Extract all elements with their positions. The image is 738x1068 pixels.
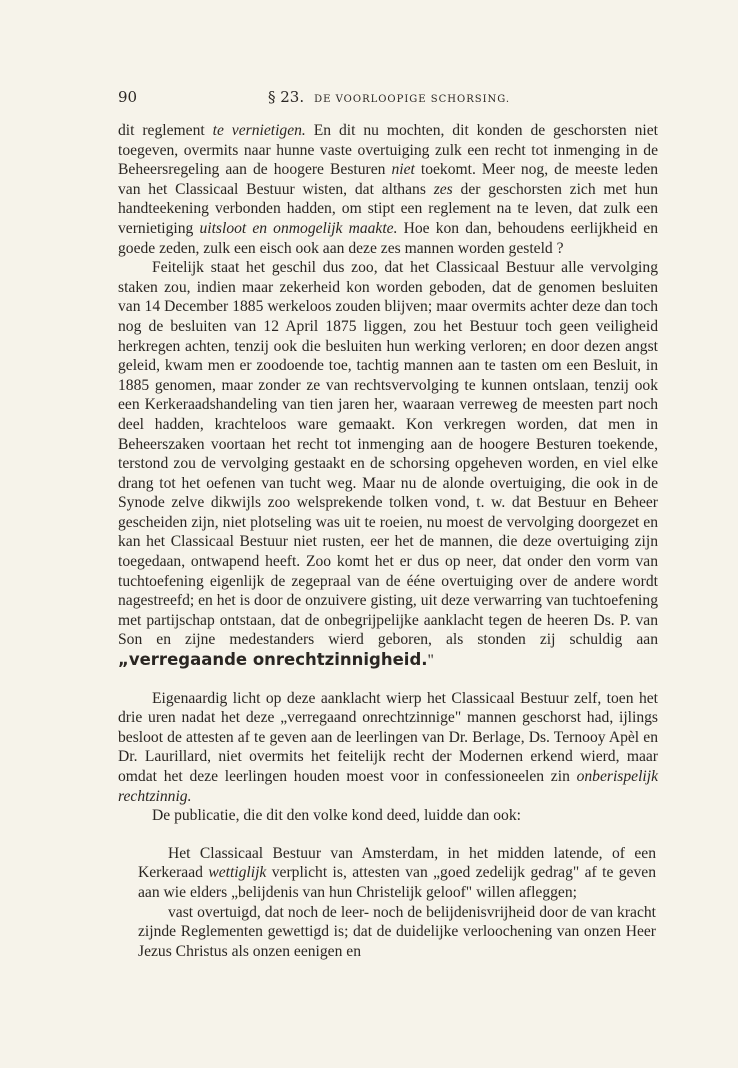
section-number: § 23. (268, 88, 305, 106)
body-text (118, 121, 658, 961)
emphasis: te vernietigen. (212, 122, 306, 139)
paragraph: Feitelijk staat het geschil dus zoo, dat het Classicaal Bestuur alle vervolging staken zou, indien maar zekerheid kon worden geboden, dat de genomen besluiten van 14 December 1885 werkeloos zouden blijven; maar overmits achter deze dan toch nog de besluiten van 12 April 1875 liggen, zou het Bestuur toch geen veiligheid herkregen achten, tenzij ook die besluiten hun werking verloren; en door dezen angst geleid, kwam men er zoodoende toe, tachtig mannen aan te tasten om een Besluit, in 1885 genomen, maar zonder ze van rechtsvervolging te kunnen ontslaan, tenzij ook een Kerkeraadshandeling van tien jaren her, waaraan verreweg de meesten part noch deel hadden, krachteloos ware gemaakt. Kon verkregen worden, dat men in Beheerszaken voortaan het recht tot inmenging aan de hoogere Besturen toekende, terstond zou de vervolging gestaakt en de schorsing opgeheven worden, en viel elke drang tot het oefenen van tucht weg. Maar nu de alonde overtuiging, die ook in de Synode zelve dikwijls zoo welsprekende tolken vond, t. w. dat Bestuur en Beheer gescheiden zijn, niet plotseling was uit te roeien, nu moest de vervolging doorgezet en kan het Classicaal Bestuur niet rusten, eer het de mannen, die deze overtuiging zijn toegedaan, ontwapend heeft. Zoo komt het er dus op neer, dat onder den vorm van tuchtoefening eigenlijk de zegepraal van de ééne overtuiging over de andere wordt nagestreefd; en het is door de onzuivere gisting, uit deze verwarring van tuchtoefening met partijschap ontstaan, dat de onbegrijpelijke aanklacht tegen de heeren Ds. P. van Son en zijne medestanders wierd geboren, als stonden zij schuldig aan „verregaande onrechtzinnigheid." (118, 259, 658, 670)
emphasis: wettiglijk (208, 864, 267, 882)
emphasis: uitsloot en onmogelijk maakte. (199, 219, 398, 237)
bold-phrase: „verregaande onrechtzinnigheid. (118, 650, 428, 670)
running-header (118, 88, 658, 112)
quoted-publication: vast overtuigd, dat noch de leer- noch de belijdenisvrijheid door de van kracht zijnde Reglementen gewettigd is; dat de duidelijke verloochening van onzen Heer Jezus Christus als onzen eenigen en (138, 903, 656, 960)
running-title (268, 88, 510, 106)
paragraph: De publicatie, die dit den volke kond deed, luidde dan ook: (152, 807, 521, 825)
emphasis: zes (433, 180, 453, 198)
page-number: 90 (118, 88, 138, 106)
emphasis: niet (391, 161, 415, 179)
emphasis: onberispelijk rechtzinnig. (118, 768, 658, 805)
chapter-title: DE VOORLOOPIGE SCHORSING. (314, 94, 511, 105)
paragraph: dit reglement te vernietigen. En dit nu mochten, dit konden de geschorsten niet toegeven, overmits naar hunne vaste overtuiging zulk een recht tot inmenging in de Beheersregeling aan de hoogere Besturen niet toekomt. Meer nog, de meeste leden van het Classicaal Bestuur wisten, dat althans zes der geschorsten zich met hun handteekening verbonden hadden, om stipt een reglement na te leven, dat zulk een vernietiging uitsloot en onmogelijk maakte. Hoe kon dan, behoudens eerlijkheid en goede zeden, zulk een eisch ook aan deze zes mannen worden gesteld ? (118, 122, 659, 257)
paragraph: Eigenaardig licht op deze aanklacht wierp het Classicaal Bestuur zelf, toen het drie uren nadat het deze „verregaand onrechtzinnige" mannen geschorst had, ijlings besloot de attesten af te geven aan de leerlingen van Dr. Berlage, Ds. Ternooy Apèl en Dr. Laurillard, niet overmits het feitelijk recht der Modernen erkend wierd, maar omdat het deze leerlingen houden moest voor in confessioneelen zin onberispelijk rechtzinnig. (118, 689, 658, 805)
quoted-publication: Het Classicaal Bestuur van Amsterdam, in het midden latende, of een Kerkeraad wettiglijk verplicht is, attesten van „goed zedelijk gedrag" af te geven aan wie elders „belijdenis van hun Christelijk geloof" willen afleggen; (138, 844, 656, 901)
